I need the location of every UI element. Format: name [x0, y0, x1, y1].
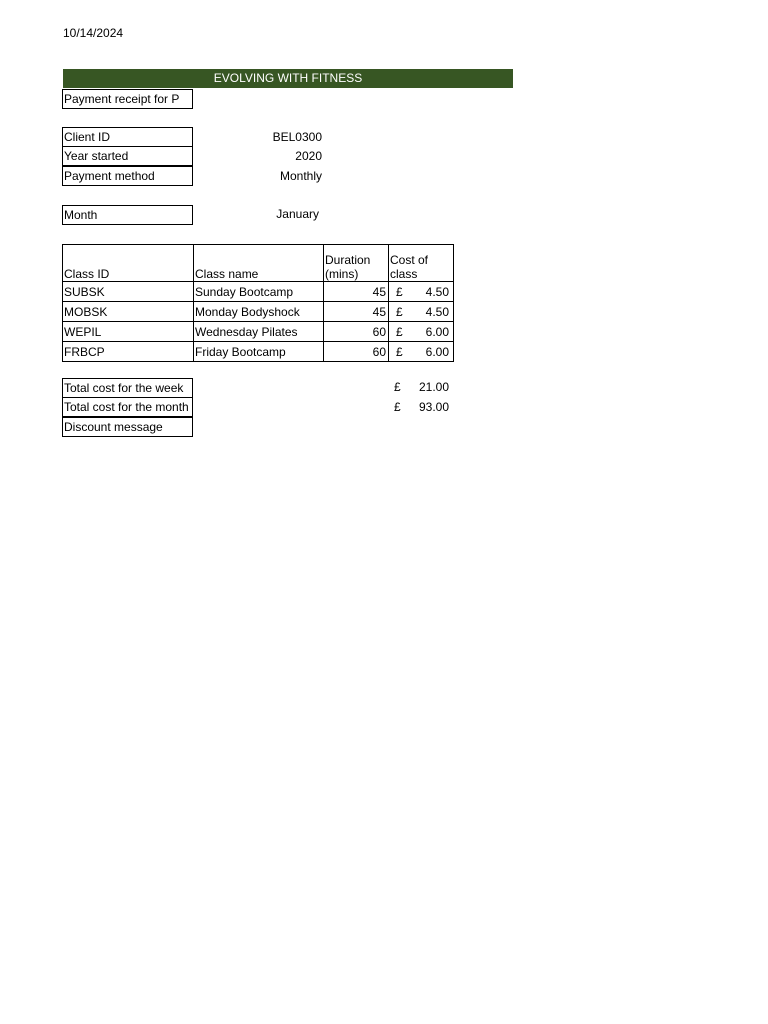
cost-cell[interactable]: [389, 302, 454, 322]
payment-method-label[interactable]: Payment method: [62, 166, 193, 186]
year-started-label[interactable]: Year started: [62, 146, 193, 166]
total-month-value: 93.00: [418, 400, 449, 414]
class-id-cell[interactable]: WEPIL: [63, 322, 194, 342]
classes-table: [62, 244, 454, 362]
date-cell[interactable]: 10/14/2024: [63, 26, 124, 40]
currency-symbol: £: [396, 305, 403, 319]
total-week-amount[interactable]: [394, 378, 454, 398]
total-month-label[interactable]: Total cost for the month: [62, 397, 193, 417]
cost-value: 4.50: [425, 285, 449, 299]
currency-symbol: £: [396, 325, 403, 339]
table-row: [63, 342, 454, 362]
duration-cell[interactable]: 45: [324, 282, 389, 302]
total-month-amount[interactable]: [394, 398, 454, 418]
month-label[interactable]: Month: [62, 205, 193, 225]
cost-cell[interactable]: [389, 282, 454, 302]
cost-value: 6.00: [425, 325, 449, 339]
title-banner[interactable]: EVOLVING WITH FITNESS: [63, 69, 513, 88]
duration-cell[interactable]: 45: [324, 302, 389, 322]
duration-cell[interactable]: 60: [324, 322, 389, 342]
class-name-cell[interactable]: Sunday Bootcamp: [194, 282, 324, 302]
payment-method-value[interactable]: Monthly: [279, 169, 322, 183]
table-row: [63, 302, 454, 322]
table-row: [63, 322, 454, 342]
receipt-label-cell[interactable]: Payment receipt for P: [62, 89, 193, 109]
discount-message-label[interactable]: Discount message: [62, 417, 193, 437]
cost-value: 6.00: [425, 345, 449, 359]
client-id-value[interactable]: BEL0300: [272, 130, 322, 144]
year-started-value[interactable]: 2020: [295, 149, 322, 163]
table-header-row: [63, 245, 454, 282]
currency-symbol: £: [396, 285, 403, 299]
class-name-cell[interactable]: Monday Bodyshock: [194, 302, 324, 322]
total-week-value: 21.00: [418, 380, 449, 394]
cost-cell[interactable]: [389, 342, 454, 362]
total-week-label[interactable]: Total cost for the week: [62, 378, 193, 398]
cost-value: 4.50: [425, 305, 449, 319]
header-duration[interactable]: Duration (mins): [324, 245, 389, 282]
currency-symbol: £: [396, 345, 403, 359]
header-cost[interactable]: Cost of class: [389, 245, 454, 282]
class-name-cell[interactable]: Friday Bootcamp: [194, 342, 324, 362]
currency-symbol: £: [394, 380, 401, 394]
table-row: [63, 282, 454, 302]
currency-symbol: £: [394, 400, 401, 414]
header-class-name[interactable]: Class name: [194, 245, 324, 282]
client-id-label[interactable]: Client ID: [62, 127, 193, 147]
month-value[interactable]: January: [276, 207, 319, 221]
duration-cell[interactable]: 60: [324, 342, 389, 362]
class-name-cell[interactable]: Wednesday Pilates: [194, 322, 324, 342]
class-id-cell[interactable]: SUBSK: [63, 282, 194, 302]
class-id-cell[interactable]: MOBSK: [63, 302, 194, 322]
cost-cell[interactable]: [389, 322, 454, 342]
class-id-cell[interactable]: FRBCP: [63, 342, 194, 362]
header-class-id[interactable]: Class ID: [63, 245, 194, 282]
